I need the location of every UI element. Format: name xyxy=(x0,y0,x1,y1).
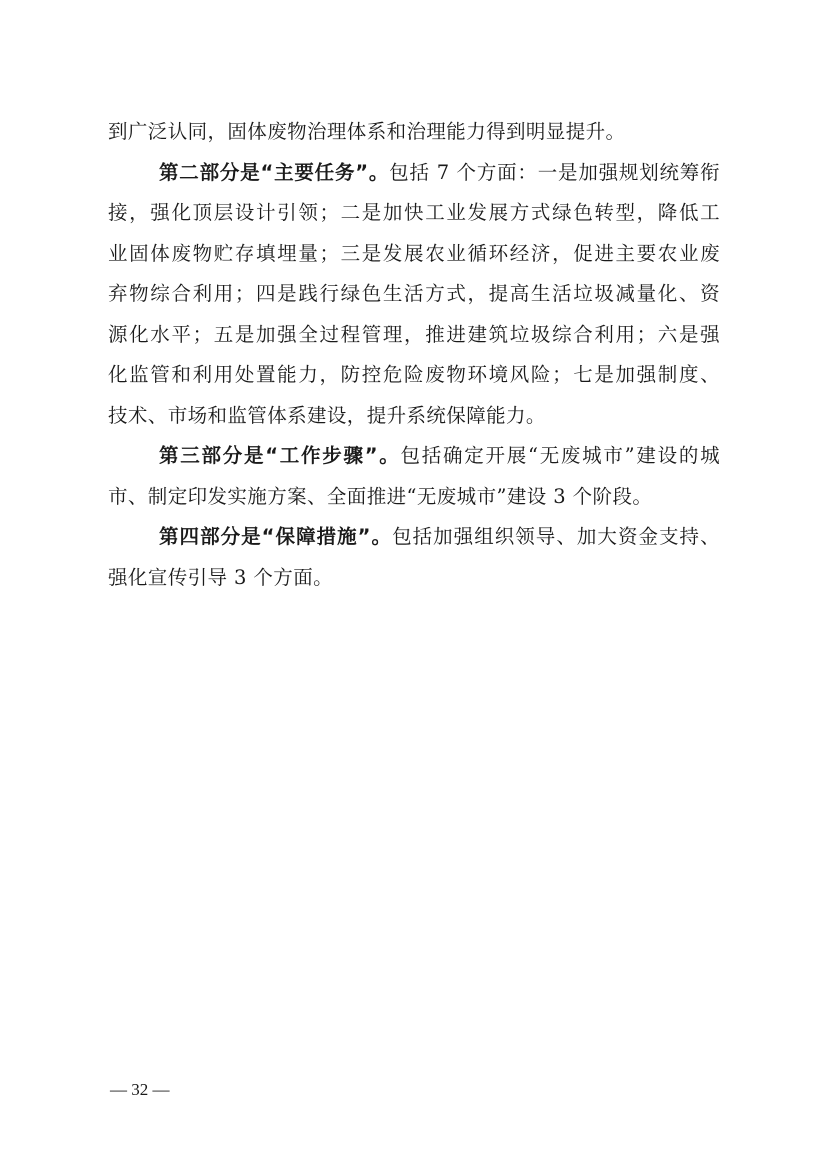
paragraph-line xyxy=(108,558,720,599)
text-run: 业固体废物贮存填埋量；三是发展农业循环经济，促进主要农业废 xyxy=(108,241,720,265)
text-run: 技术、市场和监管体系建设，提升系统保障能力。 xyxy=(108,403,546,427)
section-heading-main-tasks: 第二部分是“主要任务”。 xyxy=(159,160,390,184)
text-run: 包括确定开展“无废城市”建设的城 xyxy=(400,444,720,467)
page-number: — 32 — xyxy=(110,1080,170,1099)
paragraph-first-line xyxy=(108,436,720,477)
text-run: 源化水平；五是加强全过程管理，推进建筑垃圾综合利用；六是强 xyxy=(108,322,720,346)
text-run: 接，强化顶层设计引领；二是加快工业发展方式绿色转型，降低工 xyxy=(108,201,720,224)
paragraph-line xyxy=(108,355,720,396)
paragraph-line xyxy=(108,193,720,234)
text-run: 弃物综合利用；四是践行绿色生活方式，提高生活垃圾减量化、资 xyxy=(108,282,720,305)
section-heading-safeguards: 第四部分是“保障措施”。 xyxy=(159,525,393,548)
paragraph-line xyxy=(108,274,720,315)
text-run: 市、制定印发实施方案、全面推进“无废城市”建设 3 个阶段。 xyxy=(108,484,653,508)
text-run: 包括加强组织领导、加大资金支持、 xyxy=(392,525,720,548)
document-body xyxy=(108,112,720,598)
paragraph-first-line xyxy=(108,153,720,194)
text-run: 化监管和利用处置能力，防控危险废物环境风险；七是加强制度、 xyxy=(108,363,720,386)
paragraph-first-line xyxy=(108,517,720,558)
text-run: 强化宣传引导 3 个方面。 xyxy=(108,565,334,589)
paragraph-line xyxy=(108,315,720,356)
paragraph-line xyxy=(108,234,720,275)
text-run: 到广泛认同，固体废物治理体系和治理能力得到明显提升。 xyxy=(108,120,626,143)
text-run: 包括 7 个方面：一是加强规划统筹衔 xyxy=(389,160,720,184)
paragraph-line xyxy=(108,396,720,437)
paragraph-line xyxy=(108,112,720,153)
paragraph-line xyxy=(108,477,720,518)
section-heading-work-steps: 第三部分是“工作步骤”。 xyxy=(159,444,401,467)
